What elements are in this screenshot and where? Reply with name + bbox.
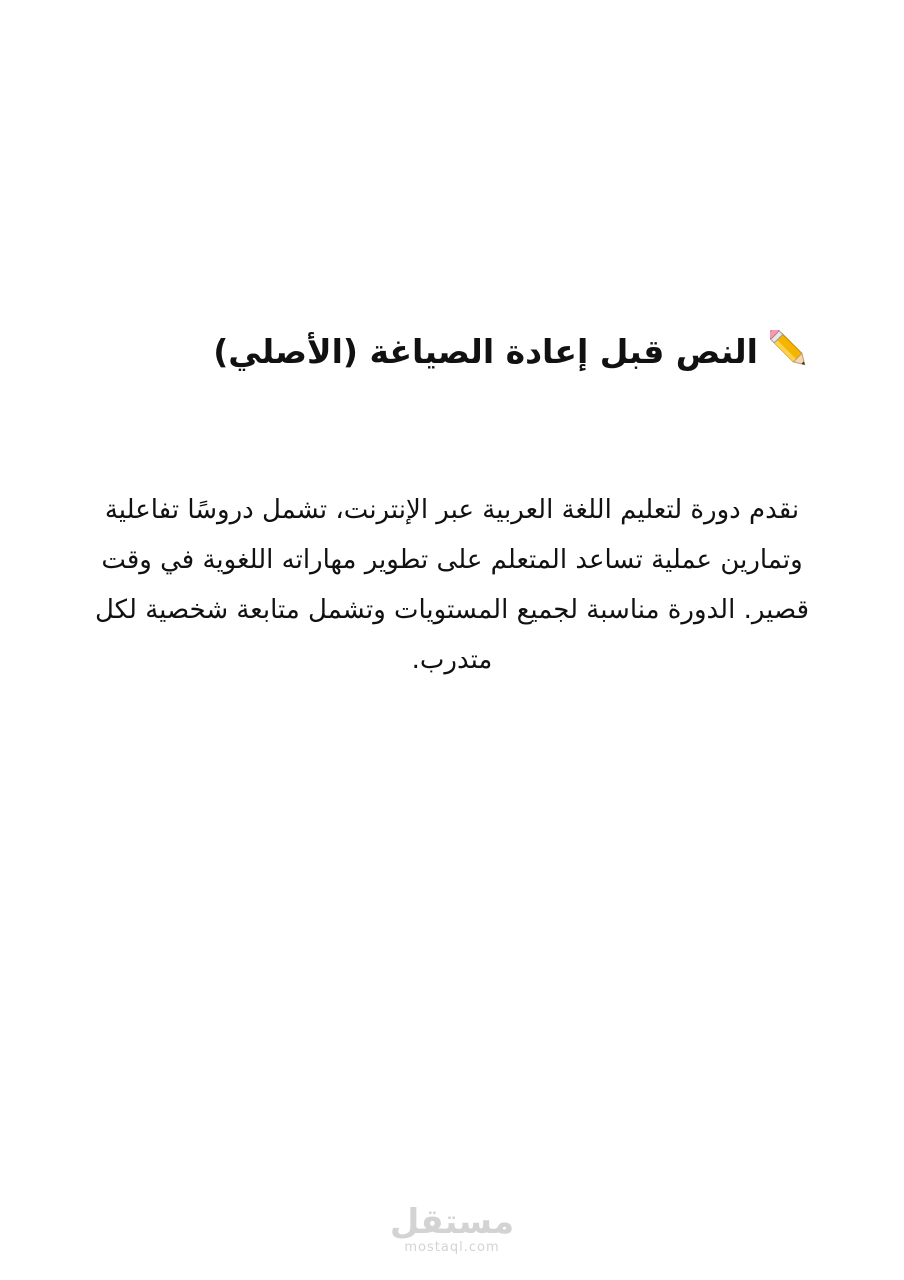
heading-text: النص قبل إعادة الصياغة (الأصلي) [213,332,758,371]
paragraph-line: متدرب. [411,645,493,675]
mostaql-watermark [0,1204,904,1256]
watermark-domain: mostaql.com [404,1240,500,1255]
paragraph-line: نقدم دورة لتعليم اللغة العربية عبر الإنترنت، تشمل دروسًا تفاعلية [104,495,800,525]
page-heading [174,322,814,382]
paragraph-line: وتمارين عملية تساعد المتعلم على تطوير مهاراته اللغوية في وقت [101,545,803,575]
original-paragraph [10,485,894,685]
watermark-logo: مستقل [389,1202,515,1242]
paragraph-line: قصير. الدورة مناسبة لجميع المستويات وتشمل متابعة شخصية لكل [94,595,810,625]
pencil-icon [770,330,814,374]
